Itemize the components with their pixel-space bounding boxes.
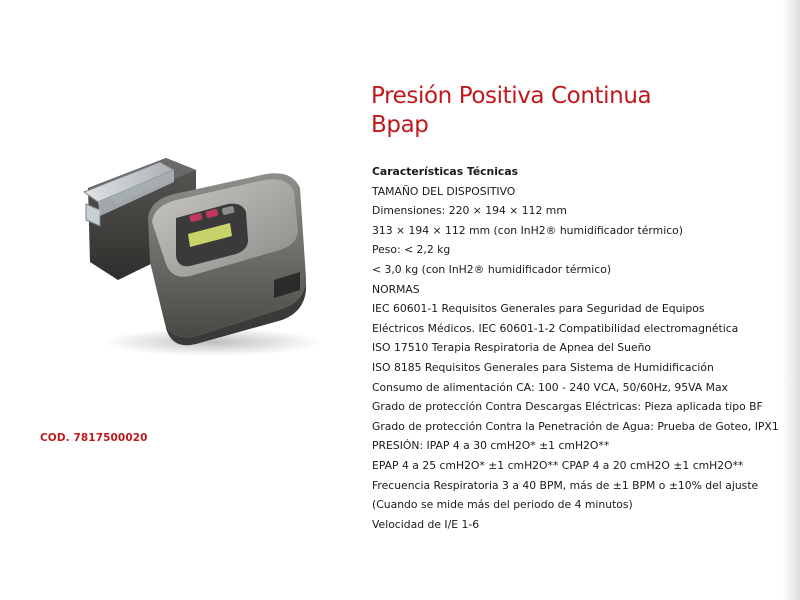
spec-line: ISO 8185 Requisitos Generales para Sistema de Humidificación: [372, 360, 714, 374]
spec-line: IEC 60601-1 Requisitos Generales para Seguridad de Equipos: [372, 302, 705, 316]
page-title: [371, 82, 651, 140]
spec-line: 313 × 194 × 112 mm (con InH2® humidificador térmico): [372, 223, 683, 237]
spec-line: Dimensiones: 220 × 194 × 112 mm: [372, 204, 567, 218]
spec-line: Velocidad de I/E 1-6: [372, 517, 480, 531]
spec-line: TAMAÑO DEL DISPOSITIVO: [372, 184, 516, 198]
spec-line: Eléctricos Médicos. IEC 60601-1-2 Compatibilidad electromagnética: [372, 321, 739, 335]
title-line-2: Bpap: [371, 112, 429, 138]
spec-line: PRESIÓN: IPAP 4 a 30 cmH2O* ±1 cmH2O**: [372, 439, 610, 453]
spec-line: Grado de protección Contra Descargas Eléctricas: Pieza aplicada tipo BF: [372, 400, 763, 414]
spec-line: Peso: < 2,2 kg: [372, 243, 451, 257]
spec-line: EPAP 4 a 25 cmH2O* ±1 cmH2O** CPAP 4 a 20 cmH2O ±1 cmH2O**: [372, 458, 744, 472]
spec-line: < 3,0 kg (con InH2® humidificador térmico): [372, 262, 612, 276]
spec-line: NORMAS: [372, 282, 420, 296]
technical-specs-list: [372, 162, 792, 534]
spec-line: ISO 17510 Terapia Respiratoria de Apnea del Sueño: [372, 341, 652, 355]
title-line-1: Presión Positiva Continua: [371, 83, 652, 109]
spec-line: Consumo de alimentación CA: 100 - 240 VCA, 50/60Hz, 95VA Max: [372, 380, 728, 394]
spec-line: Grado de protección Contra la Penetración de Agua: Prueba de Goteo, IPX1: [372, 419, 779, 433]
spec-line: (Cuando se mide más del periodo de 4 minutos): [372, 498, 633, 512]
spec-line: Frecuencia Respiratoria 3 a 40 BPM, más de ±1 BPM o ±10% del ajuste: [372, 478, 759, 492]
specs-heading: Características Técnicas: [372, 165, 519, 178]
product-code: COD. 7817500020: [40, 432, 148, 444]
cpap-device-image: [78, 130, 328, 360]
